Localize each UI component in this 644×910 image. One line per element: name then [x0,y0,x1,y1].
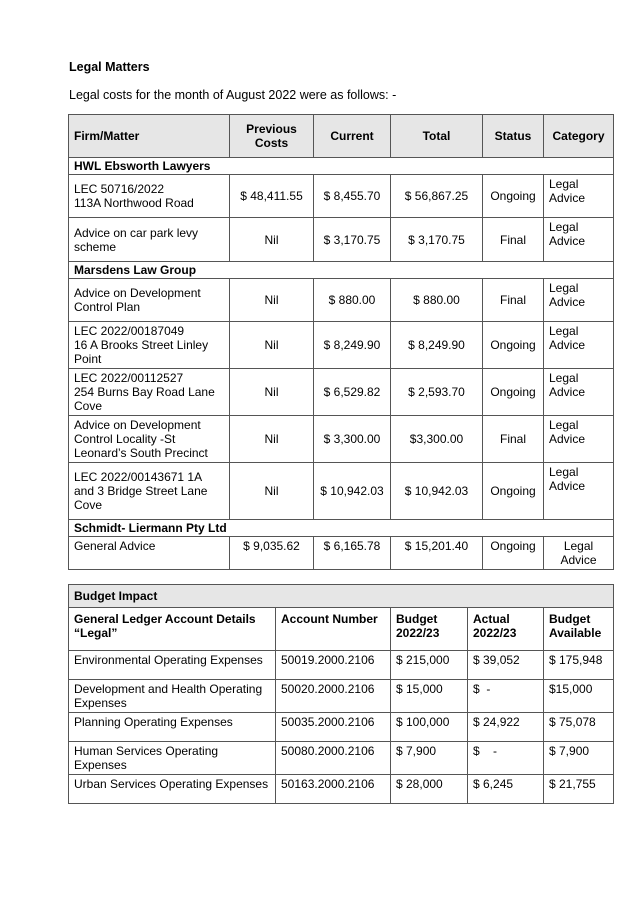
column-header: Firm/Matter [69,115,230,158]
budget-cell: $ 100,000 [391,713,468,742]
account-details-cell: Planning Operating Expenses [69,713,276,742]
table-row [69,537,614,570]
matter-cell: Advice on Development Control Plan [69,279,230,322]
matter-cell: Advice on car park levy scheme [69,218,230,262]
total-cell: $ 3,170.75 [391,218,483,262]
account-details-cell: Human Services Operating Expenses [69,742,276,775]
table-row [69,416,614,463]
total-cell: $3,300.00 [391,416,483,463]
budget-impact-table [68,584,614,804]
table-row [69,742,614,775]
table-row [69,713,614,742]
account-number-cell: 50019.2000.2106 [276,651,391,680]
matter-cell: Advice on Development Control Locality -St Leonard’s South Precinct [69,416,230,463]
category-cell: Legal Advice [544,463,614,520]
actual-cell: $ 24,922 [468,713,544,742]
matter-cell: LEC 50716/2022 113A Northwood Road [69,175,230,218]
budget-available-cell: $ 75,078 [544,713,614,742]
total-cell: $ 15,201.40 [391,537,483,570]
previous-costs-cell: $ 9,035.62 [230,537,314,570]
actual-cell: $ 6,245 [468,775,544,804]
previous-costs-cell: Nil [230,463,314,520]
previous-costs-cell: Nil [230,369,314,416]
account-number-cell: 50035.2000.2106 [276,713,391,742]
account-number-cell: 50163.2000.2106 [276,775,391,804]
column-header: General Ledger Account Details “Legal” [69,608,276,651]
table-row [69,218,614,262]
page-heading: Legal Matters [69,60,150,74]
budget-cell: $ 7,900 [391,742,468,775]
status-cell: Ongoing [483,537,544,570]
budget-header-row [69,608,614,651]
status-cell: Ongoing [483,175,544,218]
category-cell: Legal Advice [544,175,614,218]
column-header: Actual 2022/23 [468,608,544,651]
budget-available-cell: $ 175,948 [544,651,614,680]
current-cell: $ 6,165.78 [314,537,391,570]
category-cell: Legal Advice [544,322,614,369]
budget-available-cell: $ 7,900 [544,742,614,775]
actual-cell: $ - [468,742,544,775]
column-header: Budget 2022/23 [391,608,468,651]
budget-available-cell: $15,000 [544,680,614,713]
budget-title-row [69,585,614,608]
total-cell: $ 2,593.70 [391,369,483,416]
matter-cell: General Advice [69,537,230,570]
column-header: Category [544,115,614,158]
group-row [69,520,614,537]
column-header: Current [314,115,391,158]
current-cell: $ 880.00 [314,279,391,322]
actual-cell: $ 39,052 [468,651,544,680]
table-row [69,680,614,713]
legal-table-header-row [69,115,614,158]
account-details-cell: Development and Health Operating Expenses [69,680,276,713]
total-cell: $ 880.00 [391,279,483,322]
total-cell: $ 56,867.25 [391,175,483,218]
previous-costs-cell: Nil [230,322,314,369]
table-row [69,175,614,218]
matter-cell: LEC 2022/00112527 254 Burns Bay Road Lane Cove [69,369,230,416]
account-details-cell: Environmental Operating Expenses [69,651,276,680]
table-row [69,279,614,322]
current-cell: $ 3,170.75 [314,218,391,262]
current-cell: $ 8,455.70 [314,175,391,218]
column-header: Budget Available [544,608,614,651]
total-cell: $ 10,942.03 [391,463,483,520]
firm-name: HWL Ebsworth Lawyers [69,158,614,175]
total-cell: $ 8,249.90 [391,322,483,369]
status-cell: Final [483,218,544,262]
current-cell: $ 10,942.03 [314,463,391,520]
budget-cell: $ 215,000 [391,651,468,680]
status-cell: Final [483,279,544,322]
column-header: Previous Costs [230,115,314,158]
previous-costs-cell: Nil [230,279,314,322]
status-cell: Ongoing [483,322,544,369]
previous-costs-cell: Nil [230,218,314,262]
legal-costs-table [68,114,614,570]
table-row [69,322,614,369]
firm-name: Schmidt- Liermann Pty Ltd [69,520,614,537]
account-number-cell: 50020.2000.2106 [276,680,391,713]
status-cell: Ongoing [483,369,544,416]
budget-cell: $ 15,000 [391,680,468,713]
current-cell: $ 6,529.82 [314,369,391,416]
category-cell: Legal Advice [544,218,614,262]
budget-available-cell: $ 21,755 [544,775,614,804]
category-cell: Legal Advice [544,279,614,322]
table-row [69,651,614,680]
status-cell: Ongoing [483,463,544,520]
current-cell: $ 8,249.90 [314,322,391,369]
column-header: Status [483,115,544,158]
category-cell: Legal Advice [544,369,614,416]
previous-costs-cell: $ 48,411.55 [230,175,314,218]
column-header: Total [391,115,483,158]
status-cell: Final [483,416,544,463]
budget-cell: $ 28,000 [391,775,468,804]
category-cell: Legal Advice [544,416,614,463]
table-row [69,775,614,804]
account-number-cell: 50080.2000.2106 [276,742,391,775]
matter-cell: LEC 2022/00143671 1A and 3 Bridge Street Lane Cove [69,463,230,520]
account-details-cell: Urban Services Operating Expenses [69,775,276,804]
previous-costs-cell: Nil [230,416,314,463]
group-row [69,262,614,279]
group-row [69,158,614,175]
current-cell: $ 3,300.00 [314,416,391,463]
intro-text: Legal costs for the month of August 2022 were as follows: - [69,88,397,102]
table-row [69,463,614,520]
table-row [69,369,614,416]
actual-cell: $ - [468,680,544,713]
budget-title: Budget Impact [69,585,614,608]
column-header: Account Number [276,608,391,651]
matter-cell: LEC 2022/00187049 16 A Brooks Street Linley Point [69,322,230,369]
firm-name: Marsdens Law Group [69,262,614,279]
category-cell: Legal Advice [544,537,614,570]
